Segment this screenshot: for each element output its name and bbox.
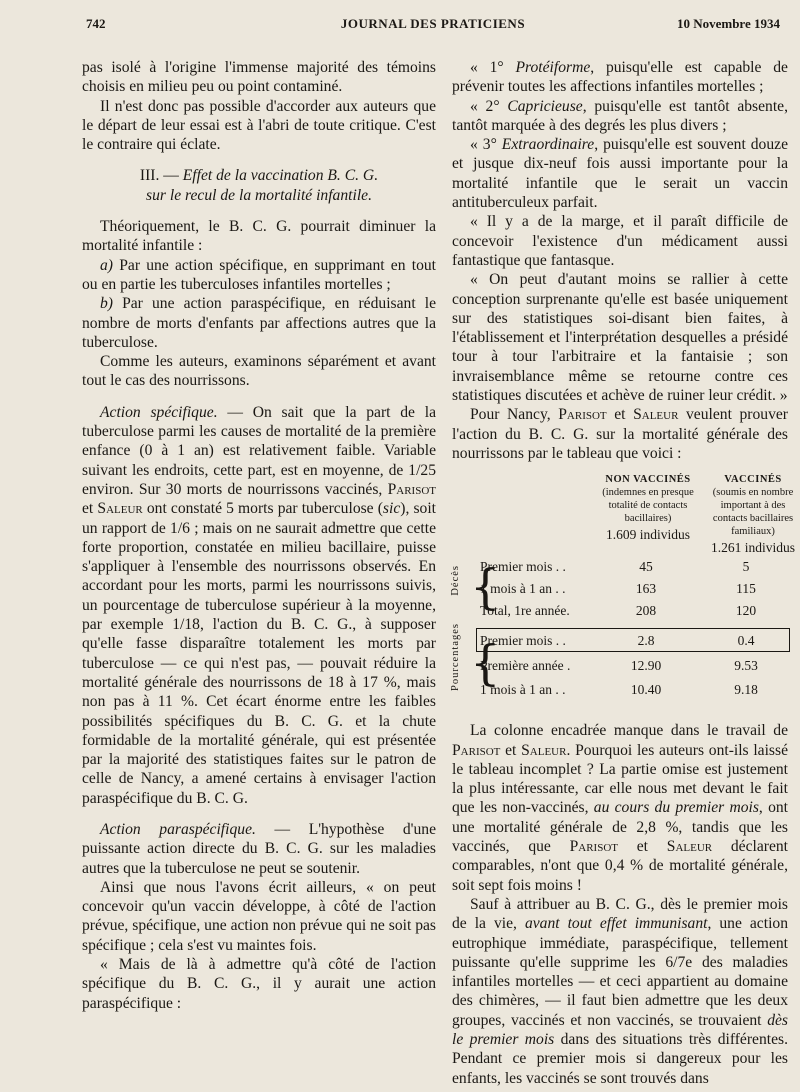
paragraph: « Il y a de la marge, et il paraît difficile de concevoir l'existence d'un médicament aussi fantastique que fantasque.	[452, 213, 788, 269]
table-row: 1 mois à 1 an . . 163 115	[480, 581, 756, 597]
group-label: Pourcentages	[450, 623, 461, 692]
journal-title: JOURNAL DES PRATICIENS	[340, 16, 526, 31]
table-row: Total, 1re année. 208 120	[480, 603, 757, 619]
issue-date: 10 Novembre 1934	[676, 16, 780, 31]
paragraph: Pour Nancy, Parisot et Saleur veulent prouver l'action du B. C. G. sur la mortalité générale des nourrissons par le tableau que voici :	[452, 406, 788, 462]
table-row: Première année . 12.90 9.53	[480, 658, 758, 674]
group-label: Décès	[450, 565, 461, 596]
paragraph: « 2° Capricieuse, puisqu'elle est tantôt absente, tantôt marquée à des degrés les plus divers ;	[452, 97, 788, 134]
paragraph: « 3° Extraordinaire, puisqu'elle est souvent douze et jusque dix-neuf fois aussi importante pour la mortalité infantile que le serait un vaccin antituberculeux parfait.	[452, 136, 788, 212]
paragraph: Sauf à attribuer au B. C. G., dès le premier mois de la vie, avant tout effet immunisant, une action eutrophique immédiate, paraspécifique, tellement puissante qu'elle supprime les 6/7e des maladies infantiles mortelles — et ceci appartient au domaine des chimères, — il faut bien admettre que les deux groupes, vaccinés et non vaccinés, se trouvaient dès le premier mois dans des situations très différentes. Pendant ce premier mois si dangereux pour les enfants, les vaccinés se sont trouvés dans	[452, 895, 788, 1087]
column-header-vaccinated: VACCINÉS (soumis en nombre important à des contacts bacillaires familiaux) 1.261 individus	[710, 474, 795, 556]
table-row: Premier mois . . 45 5	[480, 559, 750, 575]
paragraph: pas isolé à l'origine l'immense majorité des témoins choisis en milieu peu ou point contaminé.	[82, 59, 436, 96]
paragraph: « Mais de là à admettre qu'à côté de l'action spécifique du B. C. G., il y aurait une action paraspécifique :	[82, 956, 436, 1012]
right-column	[450, 58, 795, 1088]
paragraph: Action spécifique. — On sait que la part de la tuberculose parmi les causes de mortalité de la première enfance (0 à 1 an) est relativement faible. Variable suivant les endroits, cette part, est en moyenne, de 1/25 environ. Sur 30 morts de nourrissons vaccinés, Parisot et Saleur ont constaté 5 morts par tuberculose (sic), soit un rapport de 1/6 ; mais on ne saurait admettre que cette forte proportion, constatée en milieu bacillaire, puisse s'appliquer à l'ensemble des nourrissons observés. En accordant pour les morts, parmi les nourrissons suivis, un pourcentage de tuberculose supérieur à la moyenne, par exemple 1/18, l'action du B. C. G., à supposer qu'elle fasse disparaître totalement les morts par tuberculose — ce qui n'est pas, — pouvait réduire la mortalité générale des nourrissons de 18 à 17 %, mais non pas à 11 %. Cet écart énorme entre les faibles possibilités spécifiques du B. C. G. et la chute formidable de la mortalité générale, qui est présentée par la majorité des statistiques faites sur le patron de celle de Nancy, a amené certains à envisager l'action paraspécifique du B. C. G.	[82, 403, 436, 807]
paragraph: Ainsi que nous l'avons écrit ailleurs, « on peut concevoir qu'un vaccin développe, à côté de l'action prévue, spécifique, une action non prévue qui ne soit pas spécifique ; cela s'est vu maintes fois.	[82, 878, 436, 954]
column-header-non-vaccinated: NON VACCINÉS (indemnes en presque totalité de contacts bacillaires) 1.609 individus	[602, 474, 694, 543]
paragraph: « On peut d'autant moins se rallier à cette conception surprenante qu'elle est basée uniquement sur des statistiques soi-disant bien faites, à l'établissement et l'interprétation desquelles a présidé tour à tour l'arbitraire et la fantaisie ; son invraisemblance même se retourne contre ces statistiques discutées et achève de ruiner leur crédit. »	[452, 271, 788, 405]
left-column	[82, 58, 436, 1013]
paragraph: Théoriquement, le B. C. G. pourrait diminuer la mortalité infantile :	[82, 218, 436, 255]
paragraph: « 1° Protéiforme, puisqu'elle est capable de prévenir toutes les affections infantiles mortelles ;	[452, 59, 788, 96]
paragraph: Comme les auteurs, examinons séparément et avant tout le cas des nourrissons.	[82, 353, 436, 390]
brace-icon: {	[470, 559, 501, 616]
paragraph: Action paraspécifique. — L'hypothèse d'une puissante action directe du B. C. G. sur les maladies autres que la tuberculose ne peut se soutenir.	[82, 820, 436, 877]
paragraph: a) Par une action spécifique, en supprimant en tout ou en partie les tuberculoses infantiles mortelles ;	[82, 256, 436, 293]
table-row: 1 mois à 1 an . . 10.40 9.18	[480, 682, 758, 698]
table-row: Premier mois . . 2.8 0.4	[480, 633, 755, 649]
section-heading: III. — Effet de la vaccination B. C. G. sur le recul de la mortalité infantile.	[139, 167, 379, 204]
mortality-table	[450, 473, 795, 713]
brace-icon: {	[470, 635, 501, 692]
running-header	[86, 12, 780, 38]
paragraph: b) Par une action paraspécifique, en réduisant le nombre de morts d'enfants par affections autres que la tuberculose.	[82, 295, 436, 351]
paragraph: La colonne encadrée manque dans le travail de Parisot et Saleur. Pourquoi les auteurs ont-ils laissé le tableau incomplet ? La partie omise est justement la plus intéressante, car elle nous met devant le fait que les non-vaccinés, au cours du premier mois, ont une mortalité générale de 2,8 %, tandis que les vaccinés, que Parisot et Saleur déclarent comparables, n'ont que 0,4 % de mortalité générale, soit sept fois moins !	[452, 722, 788, 894]
page-number: 742	[86, 16, 106, 31]
paragraph: Il n'est donc pas possible d'accorder aux auteurs que le départ de leur essai est à l'abri de toute critique. C'est le contraire qui éclate.	[82, 97, 436, 154]
